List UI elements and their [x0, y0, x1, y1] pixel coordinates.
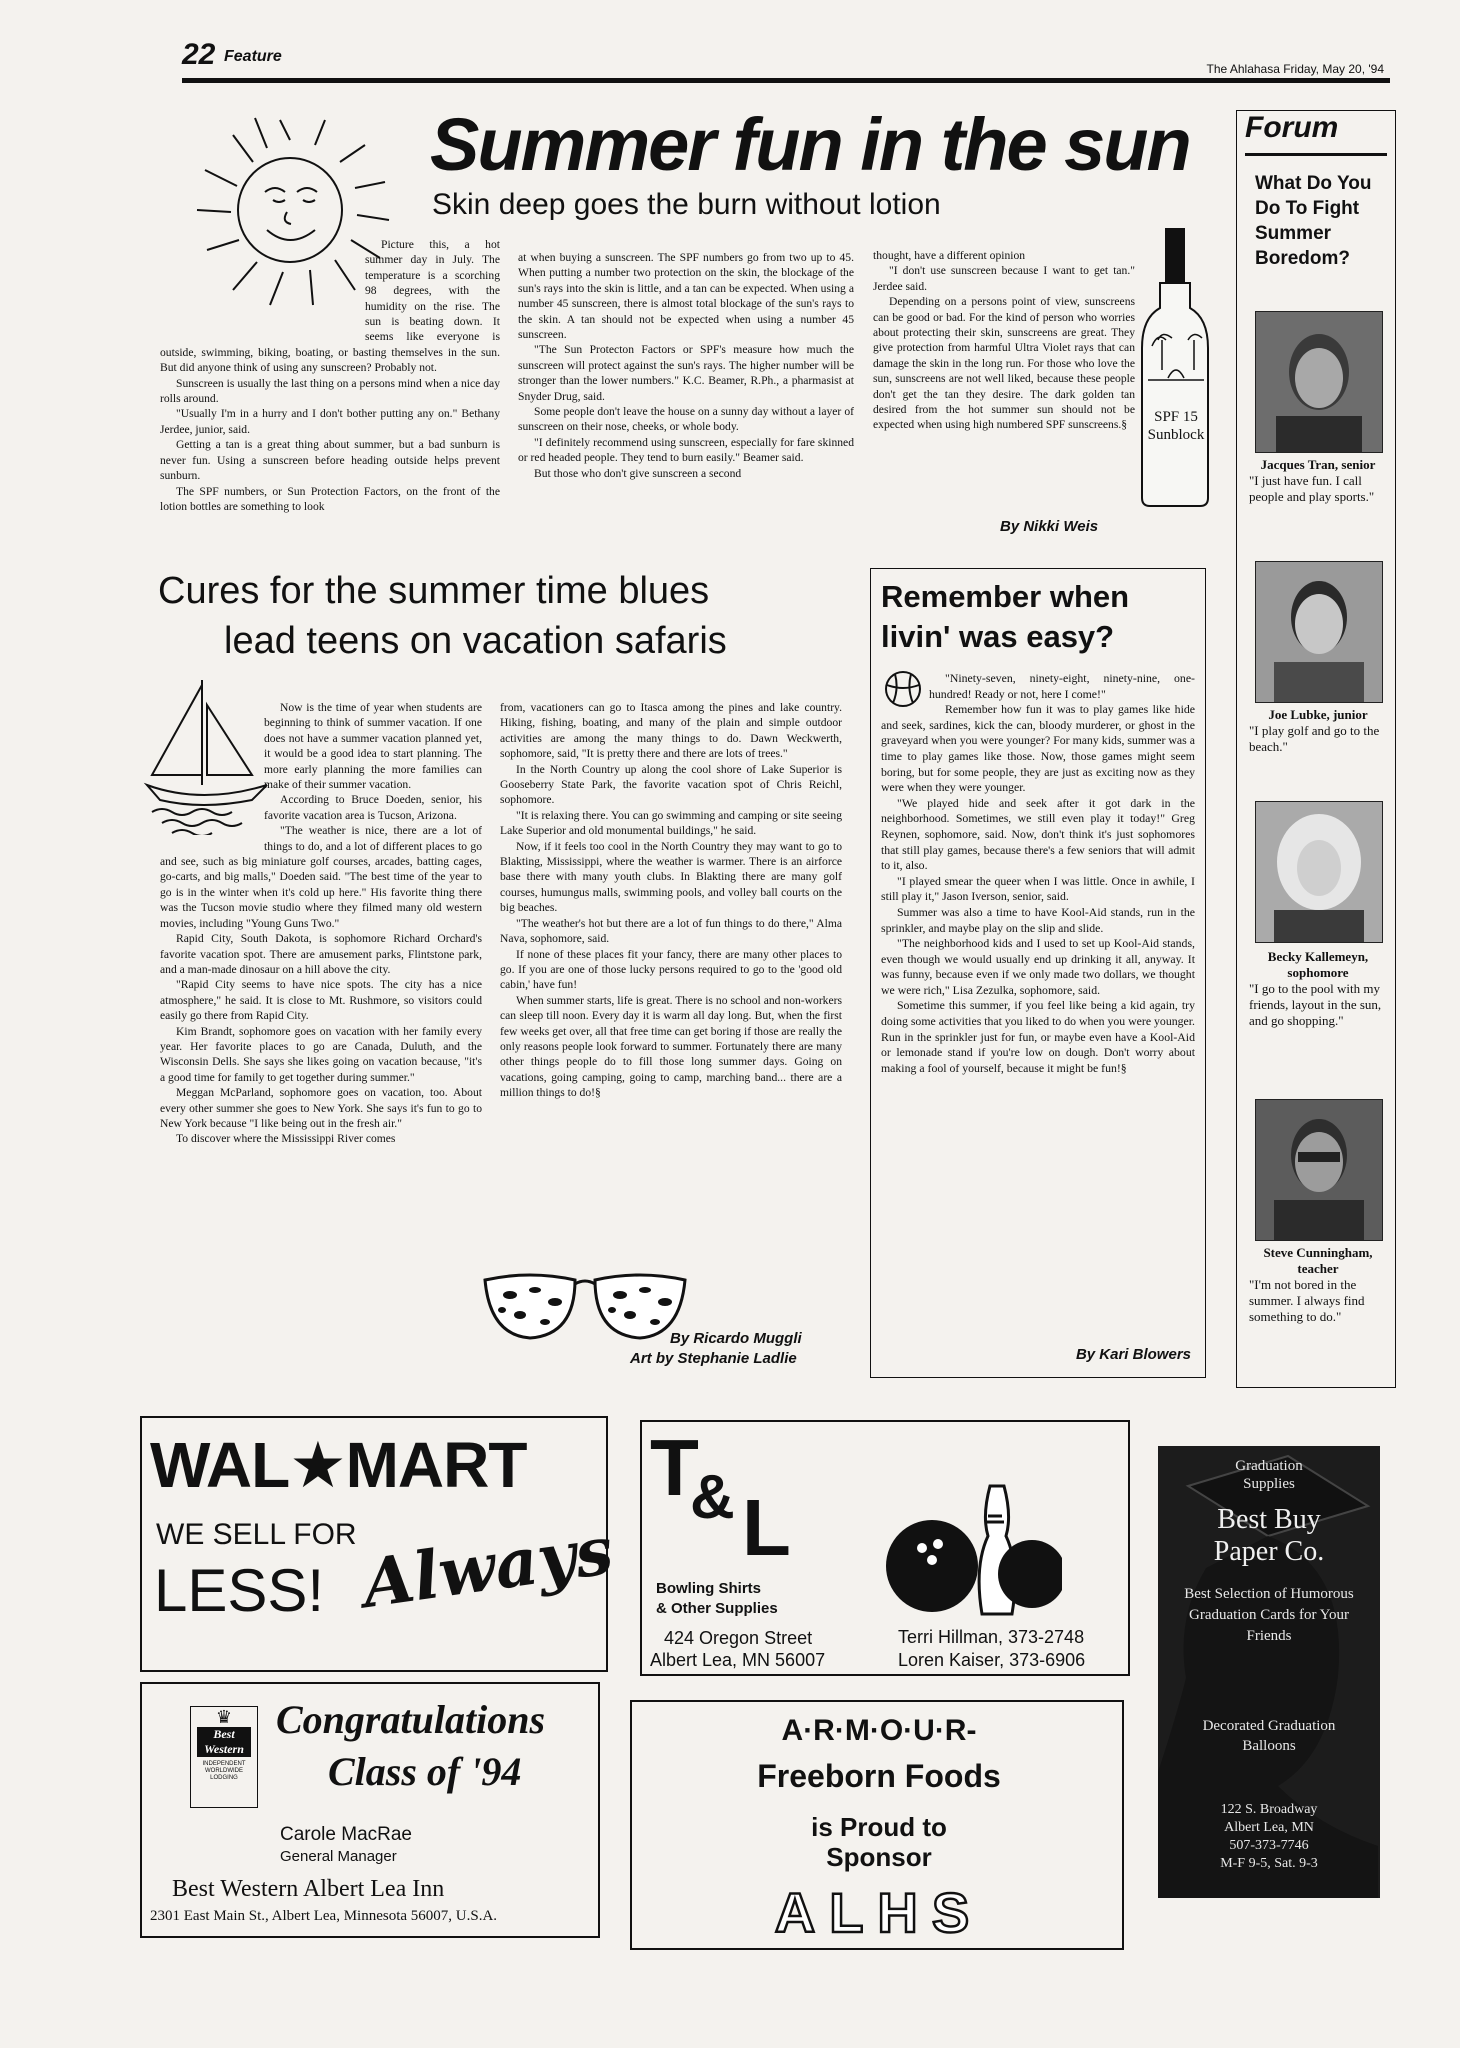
remember-byline: By Kari Blowers	[1075, 1346, 1191, 1363]
forum-person-quote: "I go to the pool with my friends, layout in the sun, and go shopping."	[1249, 981, 1382, 1028]
remember-body	[881, 671, 1195, 1076]
tl-addr1: 424 Oregon Street	[664, 1628, 813, 1648]
sun-paragraph: Picture this, a hot summer day in July. The temperature is a scorching 98 degrees, with the humidity on the rise. The sun is beating down. It seems like everyone is outside, swimming, biking, boating, or basting themselves in the sun. But did anyone think of using any sunscreen? Probably not.	[160, 238, 500, 375]
sun-paragraph: The SPF numbers, or Sun Protection Factors, on the front of the lotion bottles are something to look	[160, 484, 500, 513]
forum-sidebar	[1236, 110, 1396, 1388]
armour-line4: Sponsor	[826, 1842, 932, 1872]
remember-box	[870, 568, 1206, 1378]
forum-question: What Do You Do To Fight Summer Boredom?	[1255, 173, 1372, 269]
sun-title: Summer fun in the sun	[430, 103, 1190, 186]
forum-rule	[1245, 153, 1387, 156]
walmart-line2: LESS!	[154, 1557, 325, 1624]
bestbuy-name2: Paper Co.	[1213, 1536, 1325, 1567]
header-rule	[182, 78, 1390, 83]
bestwestern-logo-western: Western	[197, 1742, 251, 1757]
bestbuy-ad	[1158, 1446, 1380, 1898]
cures-paragraph: "It is relaxing there. You can go swimming and camping or site seeing Lake Superior and old monumental buildings," he said.	[500, 808, 842, 838]
cures-title-line1: Cures for the summer time blues	[158, 570, 710, 612]
caption-steve	[1249, 1245, 1387, 1325]
bottle-label: SPF 15 Sunblock	[1147, 409, 1205, 443]
cures-paragraph: Meggan McParland, sophomore goes on vacation, too. About every other summer she goes to New York. She says it's fun to go to New York because "I like being out in the fresh air."	[160, 1086, 482, 1130]
bestwestern-logo-best: Best	[197, 1727, 251, 1742]
sun-col-1	[160, 237, 500, 514]
cures-art-byline: Art by Stephanie Ladlie	[630, 1350, 797, 1367]
tl-ad	[640, 1420, 1130, 1676]
armour-ad	[630, 1700, 1124, 1950]
tl-addr2: Albert Lea, MN 56007	[650, 1650, 826, 1670]
sun-paragraph: "The Sun Protecton Factors or SPF's measure how much the sunscreen will protect against the sun's rays. The higher number will be stronger than the lower numbers." K.C. Beamer, R.Ph., a pharmasist at Snyder Drug, said.	[518, 343, 854, 403]
bestwestern-line2: Class of '94	[328, 1749, 522, 1794]
portrait-steve	[1255, 1099, 1383, 1241]
armour-line5: ALHS	[774, 1881, 984, 1944]
sun-paragraph: Sunscreen is usually the last thing on a persons mind when a nice day rolls around.	[160, 376, 500, 406]
page-number: 22	[182, 38, 216, 71]
walmart-script: Always	[357, 1510, 618, 1624]
bestwestern-ad	[140, 1682, 600, 1938]
remember-paragraph: "I played smear the queer when I was little. Once in awhile, I still play it," Jason Iverson, senior, said.	[881, 873, 1195, 904]
walmart-line1: WE SELL FOR	[156, 1518, 357, 1551]
forum-title: Forum	[1245, 111, 1339, 144]
sun-col-1-wrap	[160, 237, 365, 342]
page-header	[182, 38, 1390, 78]
portrait-jacques	[1255, 311, 1383, 453]
portrait-joe	[1255, 561, 1383, 703]
remember-paragraph: "The neighborhood kids and I used to set up Kool-Aid stands, even though we would usually end up drinking it all, anyway. It was funny, because even if we only made two dollars, we thought we were rich," Lisa Zezulka, sophomore, said.	[881, 936, 1195, 997]
bestbuy-top2: Supplies	[1243, 1476, 1295, 1492]
bestbuy-hours: M-F 9-5, Sat. 9-3	[1220, 1856, 1318, 1871]
sun-paragraph: thought, have a different opinion	[873, 249, 1026, 262]
tl-line2: & Other Supplies	[656, 1600, 778, 1617]
portrait-becky	[1255, 801, 1383, 943]
bestbuy-addr1: 122 S. Broadway	[1220, 1802, 1318, 1817]
cures-byline: By Ricardo Muggli	[670, 1330, 802, 1347]
section-label: Feature	[224, 48, 282, 65]
cures-paragraph: Kim Brandt, sophomore goes on vacation with her family every year. Her favorite places to go are Canada, Duluth, and the Wisconsin Dells. She says she likes going on vacation because, "it's a good time for family to get together during summer."	[160, 1024, 482, 1084]
remember-title: Remember when livin' was easy?	[881, 579, 1130, 654]
bestwestern-address: 2301 East Main St., Albert Lea, Minnesota 56007, U.S.A.	[150, 1908, 498, 1924]
bestbuy-top1: Graduation	[1235, 1458, 1303, 1474]
tl-logo-t: T	[650, 1423, 699, 1512]
sun-paragraph: "Usually I'm in a hurry and I don't bother putting any on." Bethany Jerdee, junior, said.	[160, 407, 500, 436]
bowling-icon	[882, 1476, 1062, 1616]
sunblock-bottle	[1138, 228, 1213, 508]
sun-paragraph: Some people don't leave the house on a sunny day without a layer of sunscreen on their nose, cheeks, or whole body.	[518, 405, 854, 434]
cures-paragraph: "Rapid City seems to have nice spots. The city has a nice atmosphere," he said. It is close to Mt. Rushmore, so visitors could easily go there from Rapid City.	[160, 978, 482, 1023]
remember-paragraph: Summer was also a time to have Kool-Aid stands, run in the sprinkler, and maybe play on the slip and slide.	[881, 904, 1195, 935]
sun-paragraph: at when buying a sunscreen. The SPF numbers go from two up to 45. When putting a number two protection on the skin, the blockage of the sun's rays into the skin is little, and a tan can be expected. When using a number 45 sunscreen, there is almost total blockage of the sun's rays to the skin. A tan should not be expected when using a number 45 sunscreen.	[518, 251, 854, 342]
walmart-logo: WAL★MART	[150, 1429, 527, 1501]
forum-person-quote: "I'm not bored in the summer. I always find something to do."	[1249, 1277, 1365, 1324]
cures-paragraph: Rapid City, South Dakota, is sophomore Richard Orchard's favorite vacation spot. There are amusement parks, Flintstone park, and a man-made dinosaur on a hill above the city.	[160, 932, 482, 976]
bestwestern-logo-sub: INDEPENDENT WORLDWIDE LODGING	[202, 1761, 246, 1781]
remember-paragraph: "We played hide and seek after it got dark in the neighborhood. Sometimes, we still even play it today!" Greg Reynen, sophomore, said. Now, don't think it's just sophomores that still play games, because there's a few seniors that will admit to it, also.	[881, 795, 1195, 873]
forum-person-name: Jacques Tran, senior	[1260, 457, 1376, 472]
bestbuy-phone: 507-373-7746	[1229, 1838, 1309, 1853]
bestwestern-hotel: Best Western Albert Lea Inn	[172, 1876, 445, 1902]
tl-logo-l: L	[742, 1483, 791, 1572]
remember-wrap	[881, 671, 929, 717]
bestbuy-desc: Best Selection of Humorous Graduation Cards for Your Friends	[1184, 1586, 1354, 1644]
bestwestern-person: Carole MacRae	[280, 1824, 412, 1845]
tl-line1: Bowling Shirts	[656, 1580, 761, 1597]
remember-paragraph: Remember how fun it was to play games like hide and seek, sardines, kick the can, bloody murderer, or ghost in the graveyard when you were younger? For many kids, summer was a time to play games like those. Now, those games might seem boring, but for some people, they are just as exciting now as they were when they were younger.	[881, 702, 1195, 795]
cures-paragraph: Now, if it feels too cool in the North Country they may want to go to Blakting, Mississippi, where the weather is warmer. There is an airforce base there with many youth clubs. In Blakting there are many golf courses, humungus malls, swimming pools, and volley ball courts on the big beaches.	[500, 839, 842, 915]
cures-paragraph: To discover where the Mississippi River comes	[176, 1132, 396, 1146]
tl-logo-amp: &	[690, 1463, 735, 1532]
cures-paragraph: According to Bruce Doeden, senior, his favorite vacation area is Tucson, Arizona.	[264, 793, 482, 822]
cures-paragraph: "The weather's hot but there are a lot of fun things to do there," Alma Nava, sophomore, said.	[500, 916, 842, 946]
cures-col-1	[160, 700, 482, 1147]
forum-person-quote: "I play golf and go to the beach."	[1249, 723, 1380, 754]
cures-col-2	[500, 700, 842, 1101]
sun-col-2	[518, 250, 854, 481]
bestbuy-desc2: Decorated Graduation Balloons	[1202, 1718, 1336, 1754]
sun-paragraph: But those who don't give sunscreen a second	[534, 466, 742, 480]
sun-byline: By Nikki Weis	[1000, 518, 1099, 535]
sun-paragraph: Getting a tan is a great thing about summer, but a bad sunburn is never fun. Using a sunscreen before heading outside helps prevent sunburn.	[160, 438, 500, 483]
forum-person-name: Steve Cunningham, teacher	[1263, 1245, 1373, 1276]
sun-paragraph: "I definitely recommend using sunscreen, especially for fare skinned or red headed people. They tend to burn easily." Beamer said.	[518, 435, 854, 465]
sun-col-3	[873, 248, 1135, 433]
sunglasses-illustration	[480, 1270, 690, 1345]
armour-line3: is Proud to	[811, 1812, 947, 1842]
cures-paragraph: In the North Country up along the cool shore of Lake Superior is Gooseberry State Park, the favorite vacation spot of Chris Reichl, sophomore.	[500, 762, 842, 807]
bestbuy-name1: Best Buy	[1217, 1504, 1321, 1535]
caption-becky	[1249, 949, 1387, 1029]
cures-paragraph: Now is the time of year when students are beginning to think of summer vacation. If one does not have a summer vacation planned yet, it would be a good idea to start planning. The more early planning the more families can make of their summer vacation.	[264, 701, 482, 792]
armour-line2: Freeborn Foods	[757, 1758, 1001, 1794]
cures-title-line2: lead teens on vacation safaris	[224, 620, 727, 662]
bestbuy-addr2: Albert Lea, MN	[1224, 1820, 1314, 1835]
cures-paragraph: If none of these places fit your fancy, there are many other places to go. If you are one of those lucky persons required to go to the 'good old cabin,' have fun!	[500, 947, 842, 992]
caption-joe	[1249, 707, 1387, 755]
remember-paragraph: Sometime this summer, if you feel like being a kid again, try doing some activities that you liked to do when you were younger. Run in the sprinkler just for fun, or maybe even have a Kool-Aid or lemonade stand if you're low on dough. Don't worry about making a fool of yourself, because it might be fun!§	[881, 998, 1195, 1075]
cures-paragraph: When summer starts, life is great. There is no school and non-workers can sleep till noon. Every day it is warm all day long. But, when the first few weeks get over, all that free time can get boring if those are really the only reasons people look forward to summer. Fortunately there are many other things people do to fill those long summer days. Going on vacations, going camping, going to camp, marching band... there are a million things to do!§	[500, 993, 842, 1100]
bestwestern-logo	[190, 1706, 258, 1808]
sun-subtitle: Skin deep goes the burn without lotion	[432, 188, 941, 221]
tl-contact1: Terri Hillman, 373-2748	[898, 1627, 1085, 1647]
cures-col-1-wrap	[160, 700, 264, 845]
cures-paragraph: "The weather is nice, there are a lot of things to do, and a lot of different places to go and see, such as big miniature golf courses, arcades, batting cages, go-carts, and big malls," Doeden said. "The best time of the year to go is in the winter when it's cold up here." His favorite thing there was the Tucson movie studio where they filmed many old western movies, including "Young Guns Two."	[160, 824, 482, 930]
walmart-ad	[140, 1416, 618, 1672]
bestwestern-line1: Congratulations	[276, 1697, 546, 1742]
forum-person-quote: "I just have fun. I call people and play sports."	[1249, 473, 1375, 504]
forum-person-name: Joe Lubke, junior	[1268, 707, 1368, 722]
armour-line1: A·R·M·O·U·R-	[781, 1714, 977, 1747]
masthead: The Ahlahasa Friday, May 20, '94	[1206, 62, 1384, 76]
cures-paragraph: from, vacationers can go to Itasca among the pines and lake country. Hiking, fishing, boating, and many of the plain and simple outdoor activities are among the many things to do. Dawn Weckwerth, sophomore, said, "It is pretty there and there are lots of trees."	[500, 701, 842, 761]
tl-contact2: Loren Kaiser, 373-6906	[898, 1650, 1086, 1670]
crown-icon: ♛	[215, 1707, 233, 1727]
forum-person-name: Becky Kallemeyn, sophomore	[1267, 949, 1369, 980]
remember-paragraph: "Ninety-seven, ninety-eight, ninety-nine, one- hundred! Ready or not, here I come!"	[929, 671, 1195, 701]
sun-paragraph: Depending on a persons point of view, sunscreens can be good or bad. For the kind of person who worries about protecting their skin, sunscreens are great. They give protection from harmful Ultra Violet rays that can damage the skin in the long run. For those who love the sun, sunscreens are not well liked, because these people don't get the tan they desire. The dark golden tan desired from the hot summer sun should not be expected when using high numbered SPF sunscreens.§	[873, 295, 1135, 432]
sun-paragraph: "I don't use sunscreen because I want to get tan." Jerdee said.	[873, 264, 1135, 293]
caption-jacques	[1249, 457, 1387, 505]
bestwestern-title: General Manager	[280, 1848, 397, 1865]
